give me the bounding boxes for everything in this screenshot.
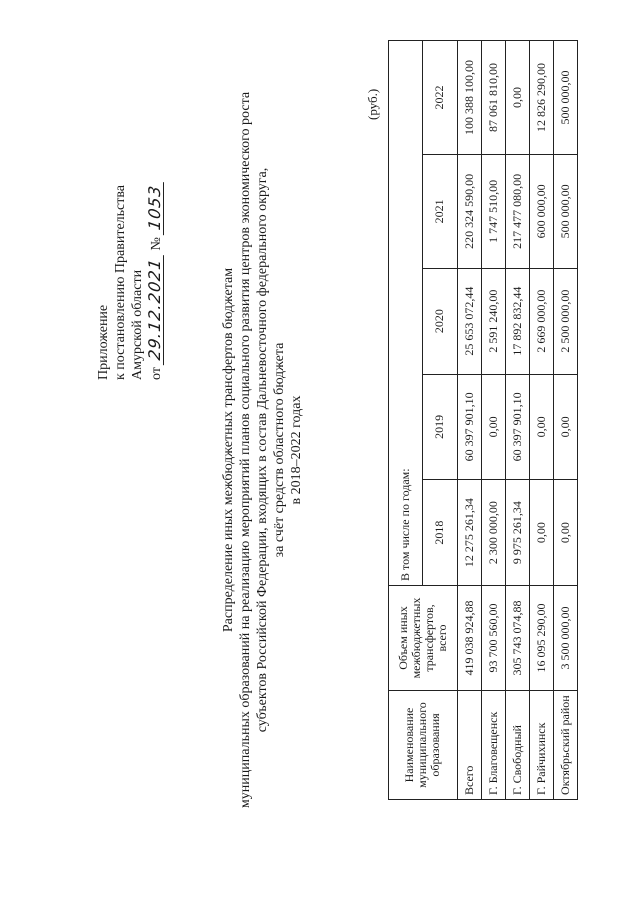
row-2019: 0,00 [529,374,553,480]
title-line: в 2018–2022 годах [289,395,304,505]
row-2018: 12 275 261,34 [457,480,481,586]
row-2022: 100 388 100,00 [457,41,481,155]
header-year: 2020 [423,268,457,374]
document-title [220,40,305,860]
table-row [457,41,481,800]
header-total: Объем иных межбюджетных трансфертов, всего [389,586,458,691]
row-2022: 87 061 810,00 [481,41,505,155]
handwritten-date: 29.12.2021 [146,253,164,365]
header-year: 2021 [423,154,457,268]
row-2022: 12 826 290,00 [529,41,553,155]
table-row [505,41,529,800]
row-2019: 0,00 [481,374,505,480]
document-page [50,40,610,860]
row-2018: 0,00 [553,480,577,586]
row-2020: 2 591 240,00 [481,268,505,374]
row-2019: 60 397 901,10 [505,374,529,480]
number-sign: № [149,237,164,251]
handwritten-number: 1053 [146,180,164,235]
row-2022: 500 000,00 [553,41,577,155]
row-2021: 220 324 590,00 [457,154,481,268]
title-line: субъектов Российской Федерации, входящих в состав Дальневосточного федерального округа, [255,167,270,733]
row-2020: 17 892 832,44 [505,268,529,374]
header-year: 2019 [423,374,457,480]
appendix-line: к постановлению Правительства [113,184,128,380]
row-name: Октябрьский район [553,691,577,800]
row-2018: 0,00 [529,480,553,586]
table-row [481,41,505,800]
header-name: Наименование муниципального образования [389,691,458,800]
transfers-table [388,40,578,800]
table-header-row [389,41,423,800]
row-2021: 217 477 080,00 [505,154,529,268]
row-2021: 500 000,00 [553,154,577,268]
row-2021: 1 747 510,00 [481,154,505,268]
row-name: Г. Свободный [505,691,529,800]
row-name: Всего [457,691,481,800]
date-prefix: от [149,367,164,380]
appendix-line: Приложение [96,304,111,380]
appendix-block [95,181,165,380]
appendix-date-line [146,181,165,380]
row-name: Г. Райчихинск [529,691,553,800]
table-row [529,41,553,800]
row-2019: 0,00 [553,374,577,480]
row-2020: 25 653 072,44 [457,268,481,374]
title-line: за счёт средств областного бюджета [272,342,287,558]
row-name: Г. Благовещенск [481,691,505,800]
unit-label: (руб.) [365,88,380,120]
row-total: 16 095 290,00 [529,586,553,691]
row-total: 3 500 000,00 [553,586,577,691]
row-2020: 2 500 000,00 [553,268,577,374]
header-year: 2018 [423,480,457,586]
title-line: Распределение иных межбюджетных трансфертов бюджетам [221,267,236,633]
row-2018: 2 300 000,00 [481,480,505,586]
row-total: 93 700 560,00 [481,586,505,691]
row-2020: 2 669 000,00 [529,268,553,374]
row-2022: 0,00 [505,41,529,155]
row-2019: 60 397 901,10 [457,374,481,480]
table-row [553,41,577,800]
row-total: 419 038 924,88 [457,586,481,691]
title-line: муниципальных образований на реализацию мероприятий планов социального развития центров экономического роста [238,91,253,809]
header-year: 2022 [423,41,457,155]
header-years-group: В том числе по годам: [389,41,423,586]
appendix-line: Амурской области [130,269,145,380]
row-total: 305 743 074,88 [505,586,529,691]
row-2021: 600 000,00 [529,154,553,268]
row-2018: 9 975 261,34 [505,480,529,586]
